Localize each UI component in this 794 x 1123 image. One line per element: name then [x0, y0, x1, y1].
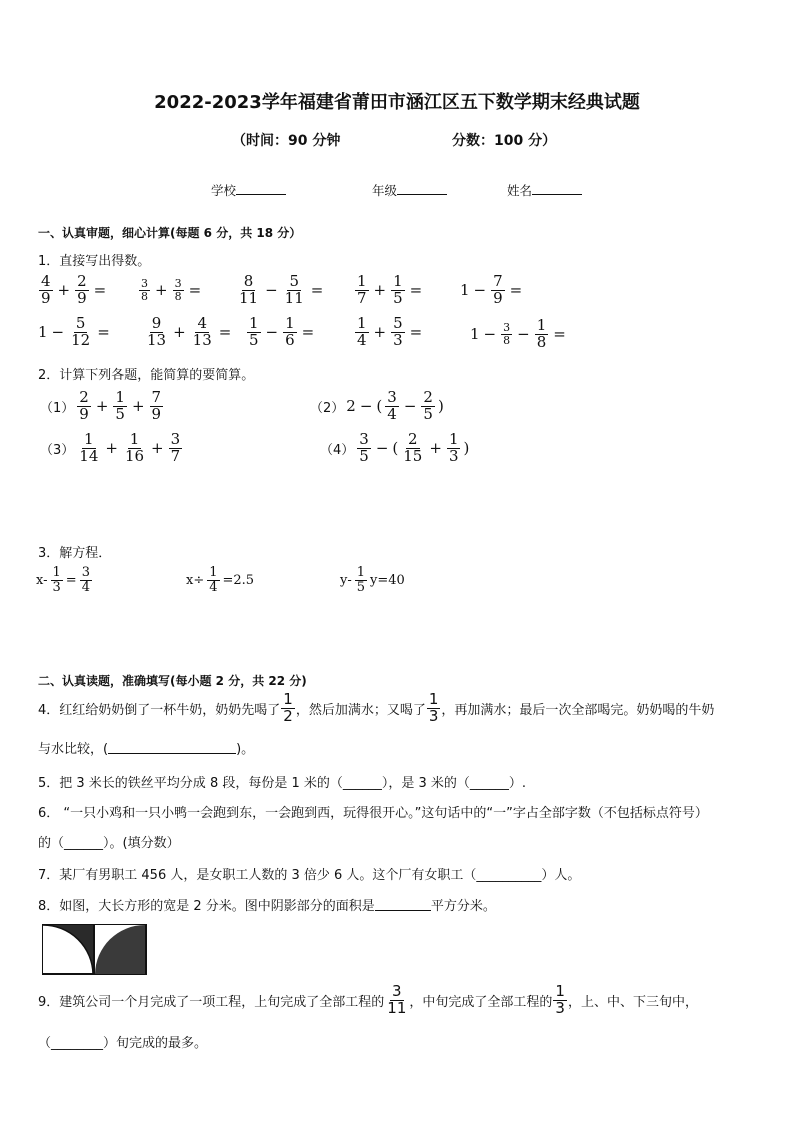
calc-1i: $\frac{1}{4}$ + $\frac{5}{3}$ = [357, 314, 423, 349]
calc-1c: $\frac{8}{11}$ − $\frac{5}{11}$ = [239, 272, 324, 307]
name-field: 姓名 [507, 181, 582, 199]
time-label: （时间：90 分钟 [232, 133, 341, 149]
calc-1e: 1 − $\frac{7}{9}$ = [460, 272, 523, 307]
question-9: 9．建筑公司一个月完成了一项工程，上旬完成了全部工程的 $\frac{3}{11}$ ，中旬完成了全部工程的 $\frac{1}{3}$ ，上、中、下三旬中， [38, 982, 698, 1017]
equation-2: x÷ $\frac{1}{4}$ =2.5 [186, 565, 255, 595]
question-8: 8．如图，大长方形的宽是 2 分米。图中阴影部分的面积是 平方分米。 [38, 899, 496, 914]
calc-1j: 1 − $\frac{3}{8}$ − $\frac{1}{8}$ = [470, 316, 566, 351]
calc-1a: $\frac{4}{9}$ + $\frac{2}{9}$ = [41, 272, 107, 307]
question-6-cont: 的（______）。(填分数） [38, 836, 180, 851]
equation-3: y- $\frac{1}{5}$ y=40 [340, 565, 405, 595]
calc-2-2: （2） 2 − ( $\frac{3}{4}$ − $\frac{2}{5}$ ) [310, 388, 444, 423]
grade-field: 年级 [372, 181, 447, 199]
question-5: 5．把 3 米长的铁丝平均分成 8 段，每份是 1 米的（______），是 3 米的（______）. [38, 776, 527, 791]
shaded-rectangle-figure [42, 924, 148, 976]
question-6: 6． “一只小鸡和一只小鸭一会跑到东，一会跑到西，玩得很开心。”这句话中的“一”字占全部字数（不包括标点符号） [38, 806, 708, 821]
question-9-cont: （________）旬完成的最多。 [38, 1036, 208, 1051]
calc-1d: $\frac{1}{7}$ + $\frac{1}{5}$ = [357, 272, 423, 307]
question-4-cont: 与水比较，( )。 [38, 742, 255, 757]
calc-2-1: （1） $\frac{2}{9}$ + $\frac{1}{5}$ + $\frac{7}{9}$ [40, 388, 162, 423]
question-2: 2．计算下列各题，能简算的要简算。 [38, 368, 255, 383]
equation-1: x- $\frac{1}{3}$ = $\frac{3}{4}$ [36, 565, 90, 595]
question-1: 1．直接写出得数。 [38, 254, 151, 269]
calc-2-3: （3） $\frac{1}{14}$ + $\frac{1}{16}$ + $\frac{3}{7}$ [40, 430, 181, 465]
calc-2-4: （4） $\frac{3}{5}$ − ( $\frac{2}{15}$ + $\frac{1}{3}$ ) [320, 430, 470, 465]
calc-1g: $\frac{9}{13}$ + $\frac{4}{13}$ = [147, 314, 232, 349]
school-field: 学校 [211, 181, 286, 199]
calc-1h: $\frac{1}{5}$ − $\frac{1}{6}$ = [249, 314, 315, 349]
calc-1b: $\frac{3}{8}$ + $\frac{3}{8}$ = [141, 277, 202, 303]
section2-heading: 二、认真读题，准确填写(每小题 2 分，共 22 分) [38, 674, 307, 688]
question-4: 4．红红给奶奶倒了一杯牛奶，奶奶先喝了 $\frac{1}{2}$ ，然后加满水；又喝了 $\frac{1}{3}$ ，再加满水；最后一次全部喝完。奶奶喝的牛奶 [38, 690, 715, 725]
page-title: 2022-2023学年福建省莆田市涵江区五下数学期末经典试题 [154, 92, 640, 113]
section1-heading: 一、认真审题，细心计算(每题 6 分，共 18 分） [38, 226, 302, 240]
score-label: 分数：100 分） [452, 133, 557, 149]
question-3: 3．解方程． [38, 546, 112, 561]
calc-1f: 1 − $\frac{5}{12}$ = [38, 314, 110, 349]
question-7: 7．某厂有男职工 456 人，是女职工人数的 3 倍少 6 人。这个厂有女职工（__________）人。 [38, 868, 581, 883]
